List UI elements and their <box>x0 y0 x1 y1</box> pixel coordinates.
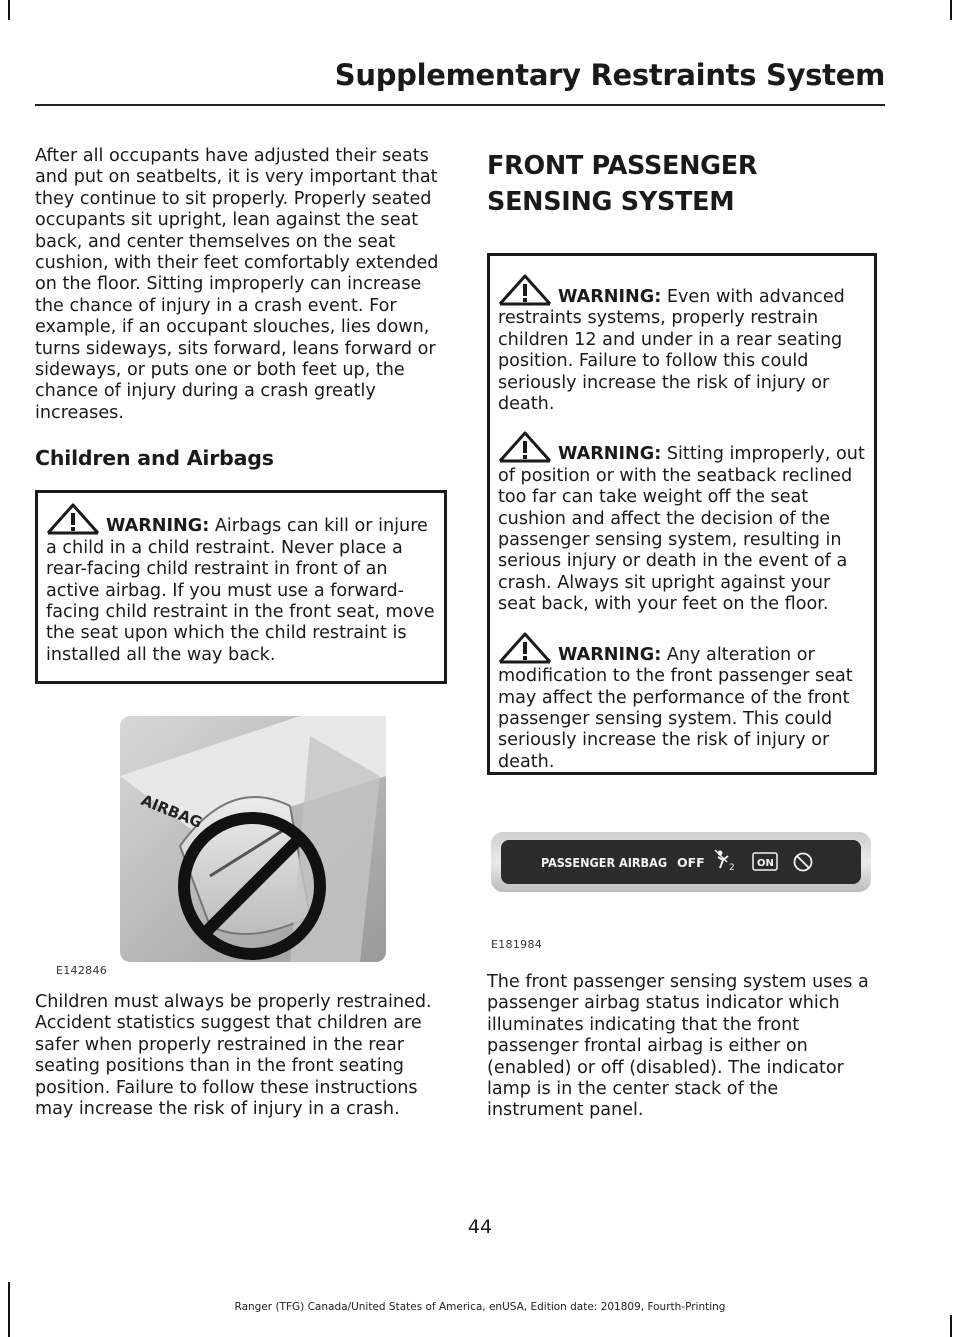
warning-label: WARNING: <box>558 287 662 307</box>
children-warning-box <box>35 490 447 684</box>
crop-mark-top-left <box>8 0 10 20</box>
warning-triangle-icon <box>498 431 552 463</box>
figure-code: E181984 <box>491 938 543 951</box>
warning-label: WARNING: <box>558 644 662 665</box>
crop-mark-bottom-right <box>950 1315 952 1337</box>
page-number: 44 <box>467 1216 493 1238</box>
warning-text: Sitting improperly, out of position or with the seatback reclined too far can take weight off the seat cushion and affect the decision of the passenger sensing system, resulting in serious injury or death in the event of a crash. Always sit upright against your seat back, with your feet on the floor. <box>498 444 865 615</box>
warning-item <box>498 274 866 415</box>
warning-label: WARNING: <box>558 444 662 465</box>
svg-text:2: 2 <box>729 863 735 873</box>
indicator-description: The front passenger sensing system uses a passenger airbag status indicator which illuminates indicating that the front passenger frontal airbag is either on (enabled) or off (disabled). The indicator lamp is in the center stack of the instrument panel. <box>487 972 869 1121</box>
warning-item <box>46 503 436 666</box>
crop-mark-top-right <box>950 0 952 20</box>
left-column <box>35 146 447 684</box>
airbag-label: AIRBAG <box>138 791 205 832</box>
airbag-child-seat-illustration <box>56 716 386 980</box>
warning-label: WARNING: <box>106 516 210 537</box>
right-column <box>487 146 877 775</box>
intro-paragraph: After all occupants have adjusted their seats and put on seatbelts, it is very important that they continue to sit properly. Properly seated occupants sit upright, lean against the seat back, and center themselves on the seat cushion, with their feet comfortably extended on the floor. Sitting improperly can increase the chance of injury in a crash event. For example, if an occupant slouches, lies down, turns sideways, sits forward, leans forward or sideways, or puts one or both feet up, the chance of injury during a crash greatly increases. <box>35 146 439 423</box>
indicator-label: PASSENGER AIRBAG <box>541 855 668 870</box>
warning-triangle-icon <box>498 632 552 664</box>
warning-text: Any alteration or modification to the front passenger seat may affect the performance of the front passenger sensing system. This could seriously increase the risk of injury or death. <box>498 644 853 772</box>
warning-item <box>498 431 866 615</box>
warning-item <box>498 632 866 773</box>
indicator-off-label: OFF <box>677 855 705 870</box>
warning-text: Airbags can kill or injure a child in a child restraint. Never place a rear-facing child restraint in front of an active airbag. If you must use a forward-facing child restraint in the front seat, move the seat upon which the child restraint is installed all the way back. <box>46 516 435 665</box>
header-divider <box>35 104 885 106</box>
passenger-warning-box <box>487 253 877 775</box>
warning-triangle-icon <box>46 503 100 535</box>
figure-code: E142846 <box>56 964 108 977</box>
passenger-airbag-indicator-figure <box>487 832 877 956</box>
indicator-on-label: ON <box>757 858 774 869</box>
closing-paragraph: Children must always be properly restrained. Accident statistics suggest that children are safer when properly restrained in the rear seating positions than in the front seating position. Failure to follow these instructions may increase the risk of injury in a crash. <box>35 992 432 1120</box>
edition-footer: Ranger (TFG) Canada/United States of America, enUSA, Edition date: 201809, Fourth-Printing <box>234 1301 726 1313</box>
children-airbags-heading: Children and Airbags <box>35 446 274 471</box>
section-heading: FRONT PASSENGER SENSING SYSTEM <box>487 151 758 217</box>
page-header-title: Supplementary Restraints System <box>334 58 885 92</box>
warning-text: Even with advanced restraints systems, properly restrain children 12 and under in a rear seating position. Failure to follow this could seriously increase the risk of injury or death. <box>498 287 845 415</box>
warning-triangle-icon <box>498 274 552 306</box>
